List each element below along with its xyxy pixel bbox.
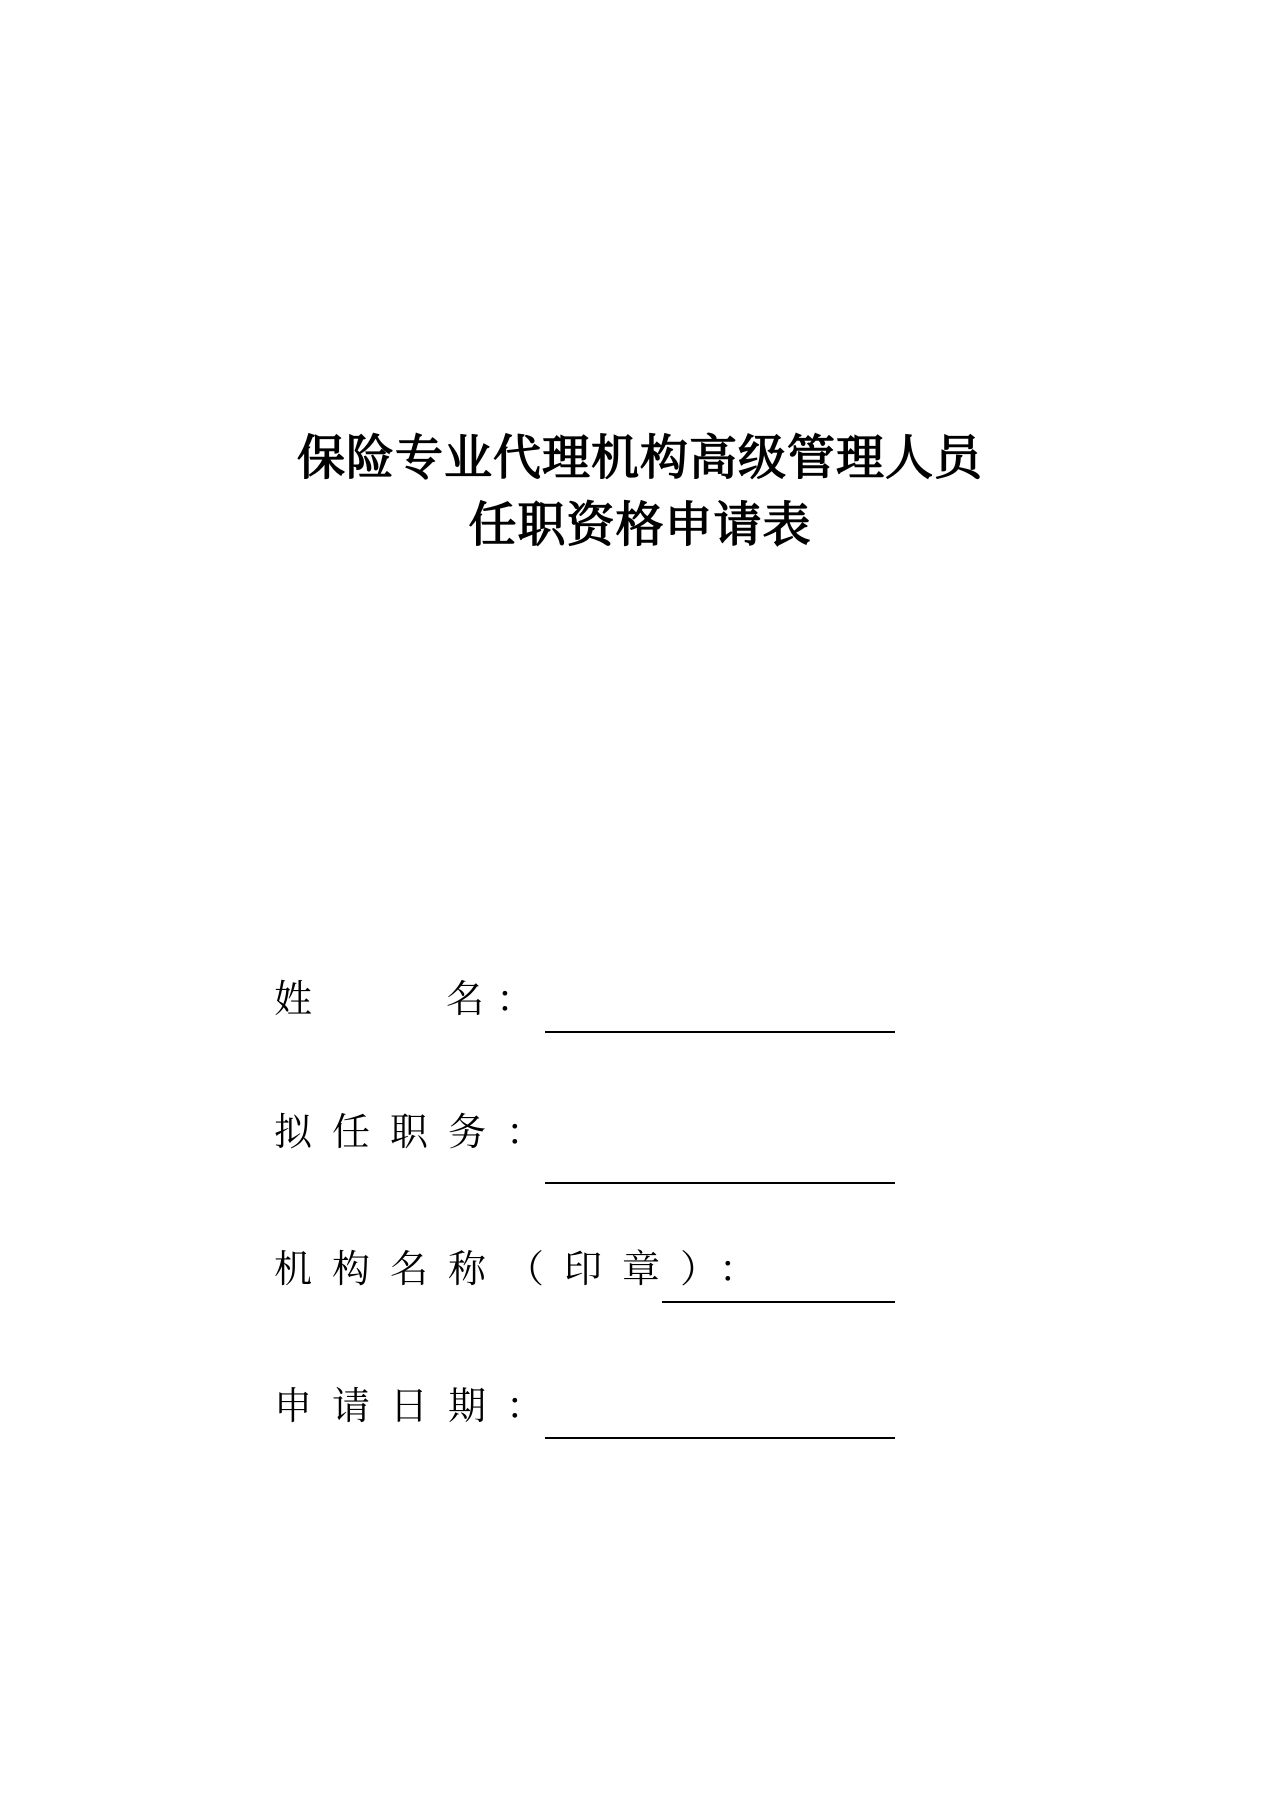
name-label <box>274 974 534 1024</box>
name-label-char1: 姓 <box>274 977 313 1021</box>
organization-field-line[interactable] <box>662 1301 895 1303</box>
position-label: 拟任职务： <box>274 1110 565 1154</box>
date-label: 申请日期： <box>274 1384 565 1428</box>
date-field-line[interactable] <box>545 1437 895 1439</box>
name-field-line[interactable] <box>545 1031 895 1033</box>
document-title-line1: 保险专业代理机构高级管理人员 <box>296 430 983 486</box>
organization-label: 机构名称（印章）： <box>274 1247 778 1291</box>
name-label-colon: ： <box>496 977 535 1021</box>
position-field-line[interactable] <box>545 1182 895 1184</box>
document-title-line2: 任职资格申请表 <box>468 497 812 553</box>
name-label-char2: 名 <box>446 977 485 1021</box>
